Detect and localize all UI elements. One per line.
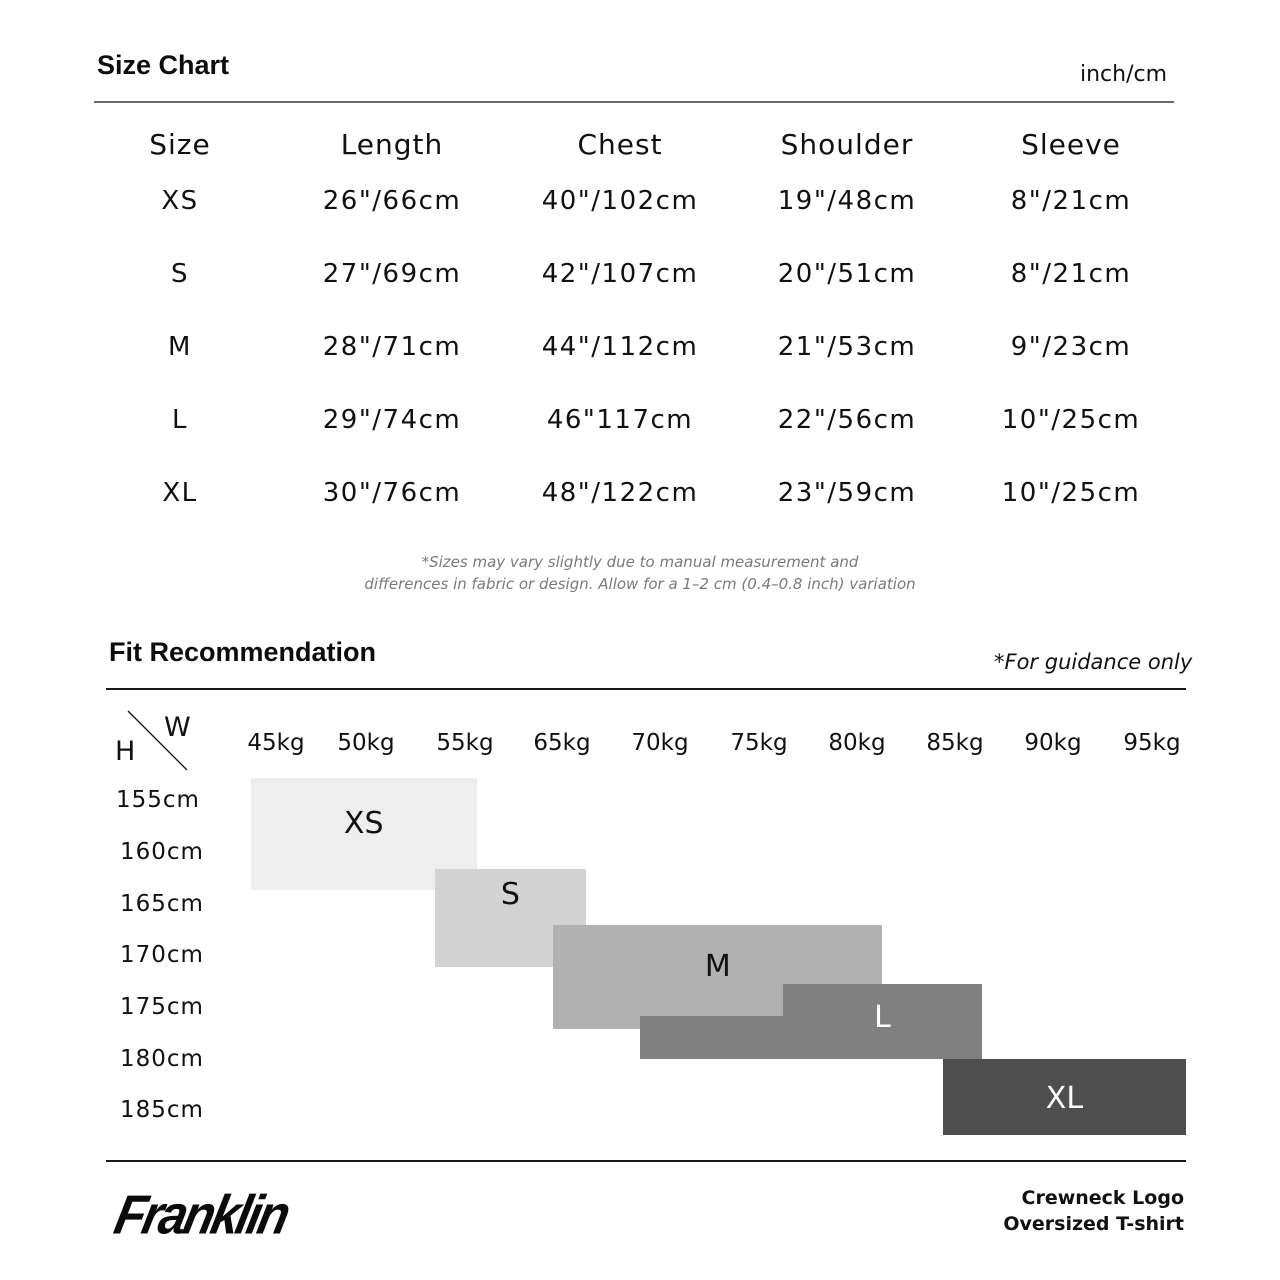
fit-region-label-xs: XS xyxy=(343,806,384,842)
measurement-note xyxy=(290,551,990,595)
unit-label: inch/cm xyxy=(1080,62,1168,87)
table-cell-length: 29"/74cm xyxy=(322,405,462,435)
table-cell-shoulder: 21"/53cm xyxy=(777,332,917,362)
weight-tick-label: 50kg xyxy=(337,730,395,756)
column-header-sleeve: Sleeve xyxy=(1021,128,1121,161)
weight-tick-label: 85kg xyxy=(926,730,984,756)
measurement-note-line-1: *Sizes may vary slightly due to manual measurement and xyxy=(421,553,859,571)
column-header-chest: Chest xyxy=(577,128,663,161)
weight-tick-label: 90kg xyxy=(1024,730,1082,756)
column-header-length: Length xyxy=(340,128,444,161)
height-tick-label: 155cm xyxy=(116,787,200,813)
table-cell-sleeve: 8"/21cm xyxy=(1010,186,1132,216)
product-name-line-2: Oversized T-shirt xyxy=(1003,1213,1184,1235)
height-tick-label: 185cm xyxy=(120,1097,204,1123)
weight-tick-label: 45kg xyxy=(247,730,305,756)
weight-tick-label: 75kg xyxy=(730,730,788,756)
table-cell-chest: 48"/122cm xyxy=(541,478,699,508)
fit-region-label-s: S xyxy=(500,876,520,912)
fit-region-label-xl: XL xyxy=(1045,1080,1084,1116)
weight-tick-label: 80kg xyxy=(828,730,886,756)
product-name xyxy=(924,1185,1184,1237)
weight-tick-label: 65kg xyxy=(533,730,591,756)
table-cell-size: S xyxy=(170,259,189,289)
weight-tick-label: 55kg xyxy=(436,730,494,756)
height-axis-label: H xyxy=(115,736,136,767)
table-cell-size: XL xyxy=(162,478,198,508)
table-cell-size: XS xyxy=(161,186,199,216)
table-cell-sleeve: 9"/23cm xyxy=(1010,332,1132,362)
size-chart-title: Size Chart xyxy=(97,50,230,80)
height-tick-label: 160cm xyxy=(120,839,204,865)
table-cell-sleeve: 8"/21cm xyxy=(1010,259,1132,289)
column-header-size: Size xyxy=(149,128,211,161)
table-cell-size: L xyxy=(172,405,188,435)
table-cell-shoulder: 19"/48cm xyxy=(777,186,917,216)
table-cell-chest: 44"/112cm xyxy=(541,332,699,362)
table-cell-sleeve: 10"/25cm xyxy=(1001,478,1141,508)
fit-region-label-l: L xyxy=(874,1000,891,1036)
height-tick-label: 165cm xyxy=(120,891,204,917)
table-cell-chest: 40"/102cm xyxy=(541,186,699,216)
table-cell-length: 28"/71cm xyxy=(322,332,462,362)
height-tick-label: 170cm xyxy=(120,942,204,968)
column-header-shoulder: Shoulder xyxy=(780,128,914,161)
table-cell-size: M xyxy=(168,332,192,362)
size-chart-divider xyxy=(94,101,1174,103)
table-cell-shoulder: 22"/56cm xyxy=(777,405,917,435)
table-cell-shoulder: 23"/59cm xyxy=(777,478,917,508)
weight-tick-label: 70kg xyxy=(631,730,689,756)
table-cell-shoulder: 20"/51cm xyxy=(777,259,917,289)
height-tick-label: 175cm xyxy=(120,994,204,1020)
footer-divider xyxy=(106,1160,1186,1162)
fit-region-l-part-2 xyxy=(640,1016,782,1059)
weight-tick-label: 95kg xyxy=(1123,730,1181,756)
product-name-line-1: Crewneck Logo xyxy=(1021,1187,1184,1209)
fit-divider xyxy=(106,688,1186,690)
table-cell-length: 26"/66cm xyxy=(322,186,462,216)
table-cell-length: 27"/69cm xyxy=(322,259,462,289)
table-cell-length: 30"/76cm xyxy=(322,478,462,508)
fit-region-label-m: M xyxy=(704,949,731,985)
measurement-note-line-2: differences in fabric or design. Allow for a 1–2 cm (0.4–0.8 inch) variation xyxy=(364,575,916,593)
table-cell-chest: 42"/107cm xyxy=(541,259,699,289)
weight-axis-label: W xyxy=(164,712,191,743)
table-cell-chest: 46"117cm xyxy=(546,405,694,435)
height-tick-label: 180cm xyxy=(120,1046,204,1072)
table-cell-sleeve: 10"/25cm xyxy=(1001,405,1141,435)
franklin-logo: Franklin xyxy=(109,1184,294,1246)
fit-title: Fit Recommendation xyxy=(109,637,377,667)
guidance-note: *For guidance only xyxy=(994,650,1193,674)
